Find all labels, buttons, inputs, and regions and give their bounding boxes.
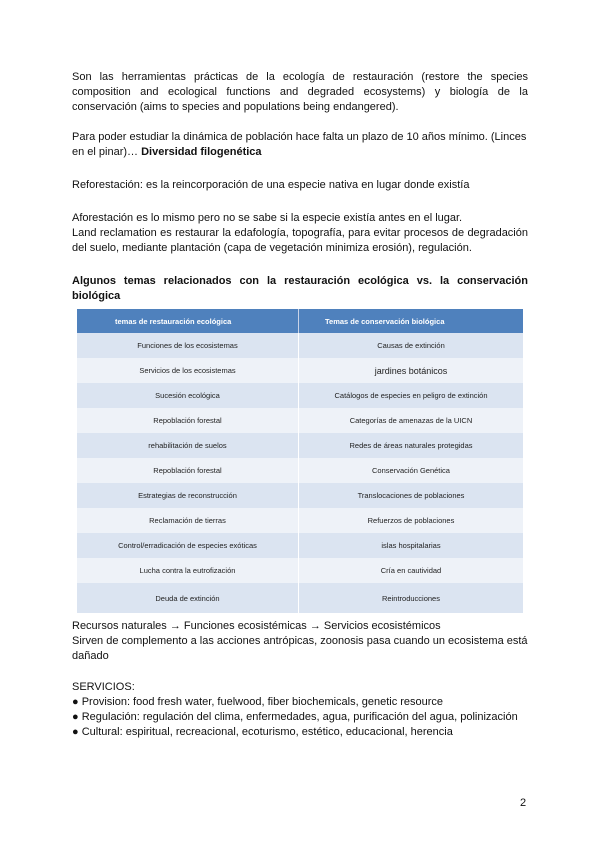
resources-chain: Recursos naturales → Funciones ecosistémicas → Servicios ecosistémicos [72, 620, 441, 632]
table-row [77, 408, 523, 433]
table-row [77, 383, 523, 408]
table-cell: Lucha contra la eutrofización [77, 558, 299, 583]
table-row [77, 583, 523, 613]
table-cell: Catálogos de especies en peligro de extinción [334, 391, 488, 400]
table-header-conservation: Temas de conservación biológica [325, 316, 445, 326]
table-cell: rehabilitación de suelos [77, 433, 299, 458]
service-cultural: ● Cultural: espiritual, recreacional, ecoturismo, estético, educacional, herencia [72, 726, 453, 738]
table-cell: Repoblación forestal [77, 458, 299, 483]
after-table-section [72, 619, 528, 740]
service-regulation: ● Regulación: regulación del clima, enfermedades, agua, purificación del agua, polinización [72, 711, 518, 723]
table-cell: Cría en cautividad [380, 566, 442, 575]
table-header-row [77, 309, 523, 333]
paragraph-land-reclamation: Land reclamation es restaurar la edafología, topografía, para evitar procesos de degradación del suelo, mediante plantación (capa de vegetación minimiza erosión), regulación. [72, 227, 528, 254]
table-row [77, 508, 523, 533]
table-row [77, 533, 523, 558]
comparison-table [77, 309, 523, 613]
table-cell: Servicios de los ecosistemas [77, 358, 299, 383]
table-cell: Conservación Genética [372, 466, 450, 475]
table-cell: jardines botánicos [374, 365, 448, 376]
paragraph-population [72, 130, 528, 160]
table-cell: Reclamación de tierras [77, 508, 299, 533]
table-row [77, 558, 523, 583]
table-cell: Repoblación forestal [77, 408, 299, 433]
document-body [72, 70, 528, 740]
table-row [77, 483, 523, 508]
paragraph-population-bold: Diversidad filogenética [141, 146, 262, 158]
table-header-restoration: temas de restauración ecológica [77, 309, 299, 333]
table-cell: Categorías de amenazas de la UICN [349, 416, 473, 425]
table-cell: Translocaciones de poblaciones [357, 491, 465, 500]
table-cell: Redes de áreas naturales protegidas [349, 441, 473, 450]
table-heading: Algunos temas relacionados con la restauración ecológica vs. la conservación biológica [72, 275, 528, 302]
table-cell: Control/erradicación de especies exóticas [77, 533, 299, 558]
table-cell: Funciones de los ecosistemas [77, 333, 299, 358]
table-cell: Deuda de extinción [77, 583, 299, 613]
page-number: 2 [520, 797, 527, 809]
table-cell: islas hospitalarias [381, 541, 441, 550]
table-cell: Causas de extinción [377, 341, 445, 350]
service-provision: ● Provision: food fresh water, fuelwood, fiber biochemicals, genetic resource [72, 696, 444, 708]
table-cell: Estrategias de reconstrucción [77, 483, 299, 508]
paragraph-tools: Son las herramientas prácticas de la ecología de restauración (restore the species composition and ecological functions and degraded ecosystems) y biología de la conservación (aims to species and populations being endangered). [72, 71, 528, 113]
table-cell: Reintroducciones [382, 593, 440, 603]
complement-text: Sirven de complemento a las acciones antrópicas, zoonosis pasa cuando un ecosistema está dañado [72, 635, 528, 662]
table-row [77, 333, 523, 358]
table-row [77, 458, 523, 483]
paragraph-reforestation: Reforestación: es la reincorporación de una especie nativa en lugar donde existía [72, 179, 470, 191]
paragraph-aforestation: Aforestación es lo mismo pero no se sabe si la especie existía antes en el lugar. [72, 212, 463, 224]
table-row [77, 433, 523, 458]
table-cell: Sucesión ecológica [77, 383, 299, 408]
table-cell: Refuerzos de poblaciones [367, 516, 455, 525]
paragraph-population-text: Para poder estudiar la dinámica de población hace falta un plazo de 10 años mínimo. (Linces en el pinar)… [72, 131, 527, 158]
services-title: SERVICIOS: [72, 681, 135, 693]
table-row [77, 358, 523, 383]
